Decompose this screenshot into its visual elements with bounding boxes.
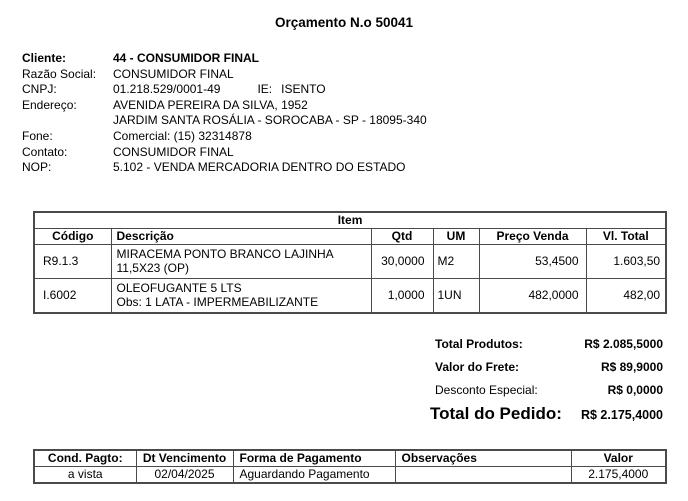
column-header-observacoes: Observações xyxy=(395,450,571,466)
total-produtos-label: Total Produtos: xyxy=(435,337,523,351)
endereco-label-spacer xyxy=(22,113,113,129)
payment-table-header-row xyxy=(34,450,666,466)
item-table-group-header-row xyxy=(34,212,666,228)
razao-social-label: Razão Social: xyxy=(22,66,97,81)
desconto-especial-value: R$ 0,0000 xyxy=(607,383,663,397)
total-produtos-value: R$ 2.085,5000 xyxy=(584,337,663,351)
totals-row-desconto xyxy=(430,379,663,402)
item-table xyxy=(33,211,667,314)
document-title: Orçamento N.o 50041 xyxy=(274,15,414,30)
ie-label: IE: xyxy=(257,82,273,97)
totals-block xyxy=(430,333,663,425)
column-header-dt-vencimento: Dt Vencimento xyxy=(136,450,233,466)
column-header-um: UM xyxy=(433,228,479,244)
item-row xyxy=(34,244,666,278)
fone-label: Fone: xyxy=(22,128,53,143)
column-header-qtd: Qtd xyxy=(371,228,433,244)
column-header-forma-pagamento: Forma de Pagamento xyxy=(233,450,395,466)
column-header-vl-total: Vl. Total xyxy=(586,228,666,244)
item-qty: 1,0000 xyxy=(371,278,433,313)
client-row-fone xyxy=(22,129,662,145)
client-row-contato xyxy=(22,145,662,161)
payment-obs xyxy=(395,466,571,483)
nop-value: 5.102 - VENDA MERCADORIA DENTRO DO ESTADO xyxy=(113,160,406,175)
column-header-valor: Valor xyxy=(571,450,666,466)
endereco-value-line1: AVENIDA PEREIRA DA SILVA, 1952 xyxy=(113,97,308,112)
item-description-line2: 11,5X23 (OP) xyxy=(116,261,189,275)
totals-row-produtos xyxy=(430,333,663,356)
item-description-line2: Obs: 1 LATA - IMPERMEABILIZANTE xyxy=(116,295,319,309)
client-row-razao-social xyxy=(22,67,662,83)
item-row xyxy=(34,278,666,313)
ie-value: ISENTO xyxy=(281,82,326,97)
item-um: M2 xyxy=(433,244,479,278)
column-header-preco-venda: Preço Venda xyxy=(479,228,586,244)
item-unit-price: 53,4500 xyxy=(479,244,586,278)
cliente-value: 44 - CONSUMIDOR FINAL xyxy=(113,51,260,65)
item-um: 1UN xyxy=(433,278,479,313)
item-description-line1: OLEOFUGANTE 5 LTS xyxy=(116,280,242,295)
client-row-endereco-cont xyxy=(22,113,662,129)
valor-frete-label: Valor do Frete: xyxy=(435,360,520,374)
client-row-endereco xyxy=(22,98,662,114)
contato-label: Contato: xyxy=(22,144,68,159)
nop-label: NOP: xyxy=(22,160,52,175)
payment-cond: a vista xyxy=(34,466,136,483)
item-table-group-header: Item xyxy=(34,212,666,228)
payment-table xyxy=(33,449,667,484)
item-table-header-row xyxy=(34,228,666,244)
item-description-line1: MIRACEMA PONTO BRANCO LAJINHA xyxy=(116,246,334,261)
item-total: 1.603,50 xyxy=(586,244,666,278)
cliente-label: Cliente: xyxy=(22,51,67,65)
item-qty: 30,0000 xyxy=(371,244,433,278)
endereco-label: Endereço: xyxy=(22,97,77,112)
valor-frete-value: R$ 89,9000 xyxy=(600,360,663,374)
payment-value: 2.175,4000 xyxy=(571,466,666,483)
total-pedido-label: Total do Pedido: xyxy=(430,404,562,423)
payment-due-date: 02/04/2025 xyxy=(136,466,233,483)
item-description xyxy=(111,244,371,278)
contato-value: CONSUMIDOR FINAL xyxy=(113,144,234,159)
cnpj-value: 01.218.529/0001-49 xyxy=(113,82,221,97)
client-row-cnpj xyxy=(22,82,662,98)
item-code: I.6002 xyxy=(34,278,111,313)
payment-row xyxy=(34,466,666,483)
item-unit-price: 482,0000 xyxy=(479,278,586,313)
column-header-descricao: Descrição xyxy=(111,228,371,244)
cnpj-label: CNPJ: xyxy=(22,82,57,97)
item-description xyxy=(111,278,371,313)
totals-row-grand xyxy=(430,403,663,425)
client-info-block xyxy=(22,51,662,176)
endereco-value-line2: JARDIM SANTA ROSÁLIA - SOROCABA - SP - 18095-340 xyxy=(113,113,427,128)
client-row-cliente xyxy=(22,51,662,67)
desconto-especial-label: Desconto Especial: xyxy=(435,383,538,397)
totals-row-frete xyxy=(430,356,663,379)
client-row-nop xyxy=(22,160,662,176)
column-header-codigo: Código xyxy=(34,228,111,244)
item-total: 482,00 xyxy=(586,278,666,313)
item-code: R9.1.3 xyxy=(34,244,111,278)
payment-method: Aguardando Pagamento xyxy=(233,466,395,483)
razao-social-value: CONSUMIDOR FINAL xyxy=(113,66,234,81)
total-pedido-value: R$ 2.175,4000 xyxy=(580,408,663,422)
column-header-cond-pagto: Cond. Pagto: xyxy=(34,450,136,466)
fone-value: Comercial: (15) 32314878 xyxy=(113,128,252,143)
